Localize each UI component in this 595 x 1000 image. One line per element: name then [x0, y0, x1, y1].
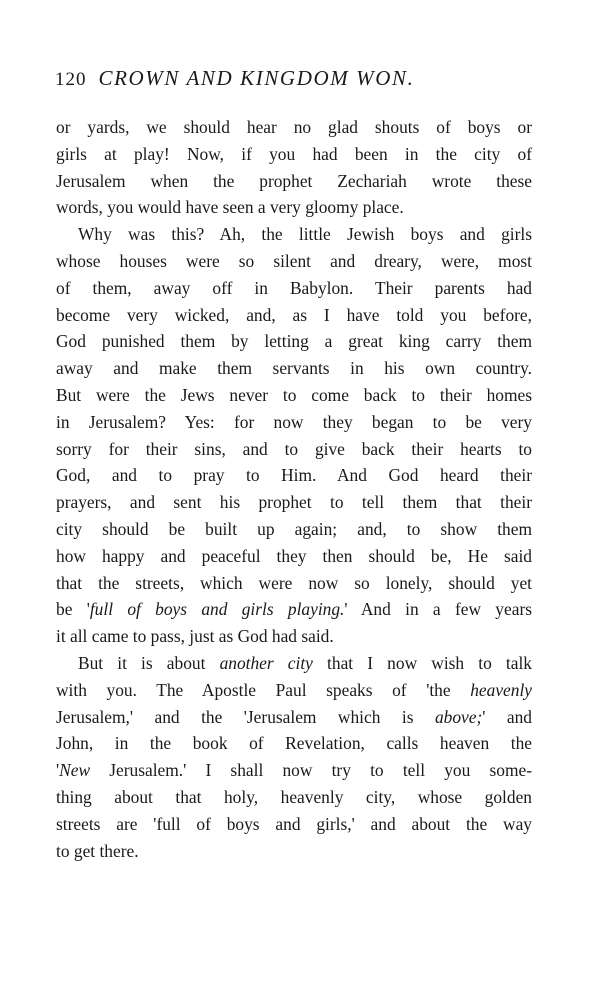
text-line: 'New Jerusalem.' I shall now try to tell you some-: [56, 760, 532, 781]
text-line: thing about that holy, heavenly city, whose golden: [56, 786, 532, 807]
text-line: it all came to pass, just as God had said.: [56, 626, 334, 647]
text-line: Jerusalem,' and the 'Jerusalem which is above;' and: [56, 706, 532, 727]
italic-phrase: heavenly: [470, 679, 532, 700]
text-line: become very wicked, and, as I have told you before,: [56, 304, 532, 325]
text-line: how happy and peaceful they then should be, He said: [56, 545, 532, 566]
text-line: Jerusalem when the prophet Zechariah wrote these: [56, 170, 532, 191]
text-line: sorry for their sins, and to give back their hearts to: [56, 438, 532, 459]
text-line: or yards, we should hear no glad shouts of boys or: [56, 117, 532, 137]
italic-phrase: New: [59, 760, 91, 781]
page-header: [55, 66, 535, 96]
text-line: be 'full of boys and girls playing.' And in a few years: [56, 599, 532, 620]
text-line: Why was this? Ah, the little Jewish boys and girls: [78, 224, 532, 245]
text-line: to get there.: [56, 840, 139, 861]
text-line: girls at play! Now, if you had been in the city of: [56, 143, 532, 164]
italic-phrase: above;: [434, 706, 483, 727]
text-line: away and make them servants in his own country.: [56, 358, 532, 379]
text-line: But it is about another city that I now wish to talk: [78, 652, 532, 673]
italic-phrase: full of boys and girls playing.: [89, 599, 345, 620]
page-number: 120: [55, 69, 87, 90]
text-line: whose houses were so silent and dreary, were, most: [56, 250, 532, 271]
text-line: words, you would have seen a very gloomy place.: [56, 197, 404, 218]
text-line: that the streets, which were now so lonely, should yet: [56, 572, 532, 593]
text-line: John, in the book of Revelation, calls heaven the: [56, 733, 532, 754]
italic-phrase: another city: [219, 652, 313, 673]
text-line: with you. The Apostle Paul speaks of 'the heavenly: [56, 679, 532, 700]
text-line: streets are 'full of boys and girls,' and about the way: [56, 813, 532, 834]
body-text: [56, 114, 532, 864]
text-line: of them, away off in Babylon. Their parents had: [56, 277, 532, 298]
text-line: God punished them by letting a great king carry them: [56, 331, 532, 352]
text-line: God, and to pray to Him. And God heard their: [56, 465, 532, 486]
text-line: city should be built up again; and, to show them: [56, 518, 532, 539]
text-line: in Jerusalem? Yes: for now they began to be very: [56, 411, 532, 432]
text-line: But were the Jews never to come back to their homes: [56, 384, 532, 405]
running-head: CROWN AND KINGDOM WON.: [98, 66, 415, 90]
text-line: prayers, and sent his prophet to tell them that their: [56, 492, 532, 513]
